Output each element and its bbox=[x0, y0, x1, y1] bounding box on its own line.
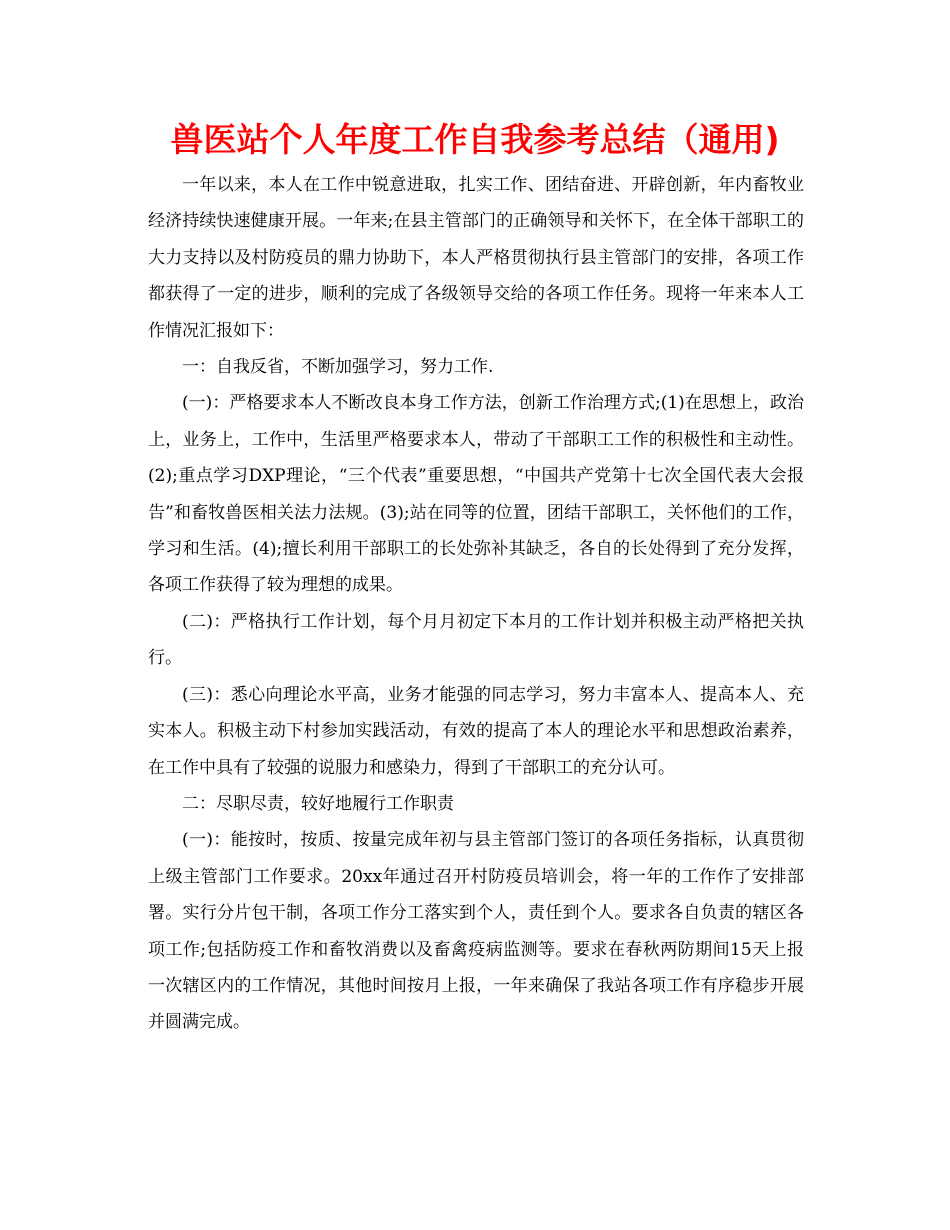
section-heading-2: 二：尽职尽责，较好地履行工作职责 bbox=[182, 793, 454, 814]
paragraph-1-1: (一)：严格要求本人不断改良本身工作方法，创新工作治理方式;(1)在思想上，政治上，业务上，工作中，生活里严格要求本人，带动了干部职工工作的积极性和主动性。(2);重点学习DXP理论，“三个代表”重要思想，“中国共产党第十七次全国代表大会报告”和畜牧兽医相关法力法规。(3);站在同等的位置，团结干部职工，关怀他们的工作，学习和生活。(4);擅长利用干部职工的长处弥补其缺乏，各自的长处得到了充分发挥，各项工作获得了较为理想的成果。 bbox=[148, 393, 804, 596]
document-body bbox=[148, 167, 804, 1041]
section-heading-1: 一：自我反省，不断加强学习，努力工作. bbox=[182, 357, 494, 378]
paragraph-2-1: (一)：能按时，按质、按量完成年初与县主管部门签订的各项任务指标，认真贯彻上级主管部门工作要求。20xx年通过召开村防疫员培训会，将一年的工作作了安排部署。实行分片包干制，各项工作分工落实到个人，责任到个人。要求各自负责的辖区各项工作;包括防疫工作和畜牧消费以及畜禽疫病监测等。要求在春秋两防期间15天上报一次辖区内的工作情况，其他时间按月上报，一年来确保了我站各项工作有序稳步开展并圆满完成。 bbox=[148, 830, 804, 1033]
paragraph-1-2: (二)：严格执行工作计划，每个月月初定下本月的工作计划并积极主动严格把关执行。 bbox=[148, 611, 804, 669]
document-title: 兽医站个人年度工作自我参考总结（通用) bbox=[170, 120, 780, 159]
paragraph-1-3: (三)：悉心向理论水平高，业务才能强的同志学习，努力丰富本人、提高本人、充实本人。积极主动下村参加实践活动，有效的提高了本人的理论水平和思想政治素养，在工作中具有了较强的说服力和感染力，得到了干部职工的充分认可。 bbox=[148, 684, 804, 778]
paragraph-intro: 一年以来，本人在工作中锐意进取，扎实工作、团结奋进、开辟创新，年内畜牧业经济持续快速健康开展。一年来;在县主管部门的正确领导和关怀下，在全体干部职工的大力支持以及村防疫员的鼎力协助下，本人严格贯彻执行县主管部门的安排，各项工作都获得了一定的进步，顺利的完成了各级领导交给的各项工作任务。现将一年来本人工作情况汇报如下： bbox=[148, 175, 804, 341]
